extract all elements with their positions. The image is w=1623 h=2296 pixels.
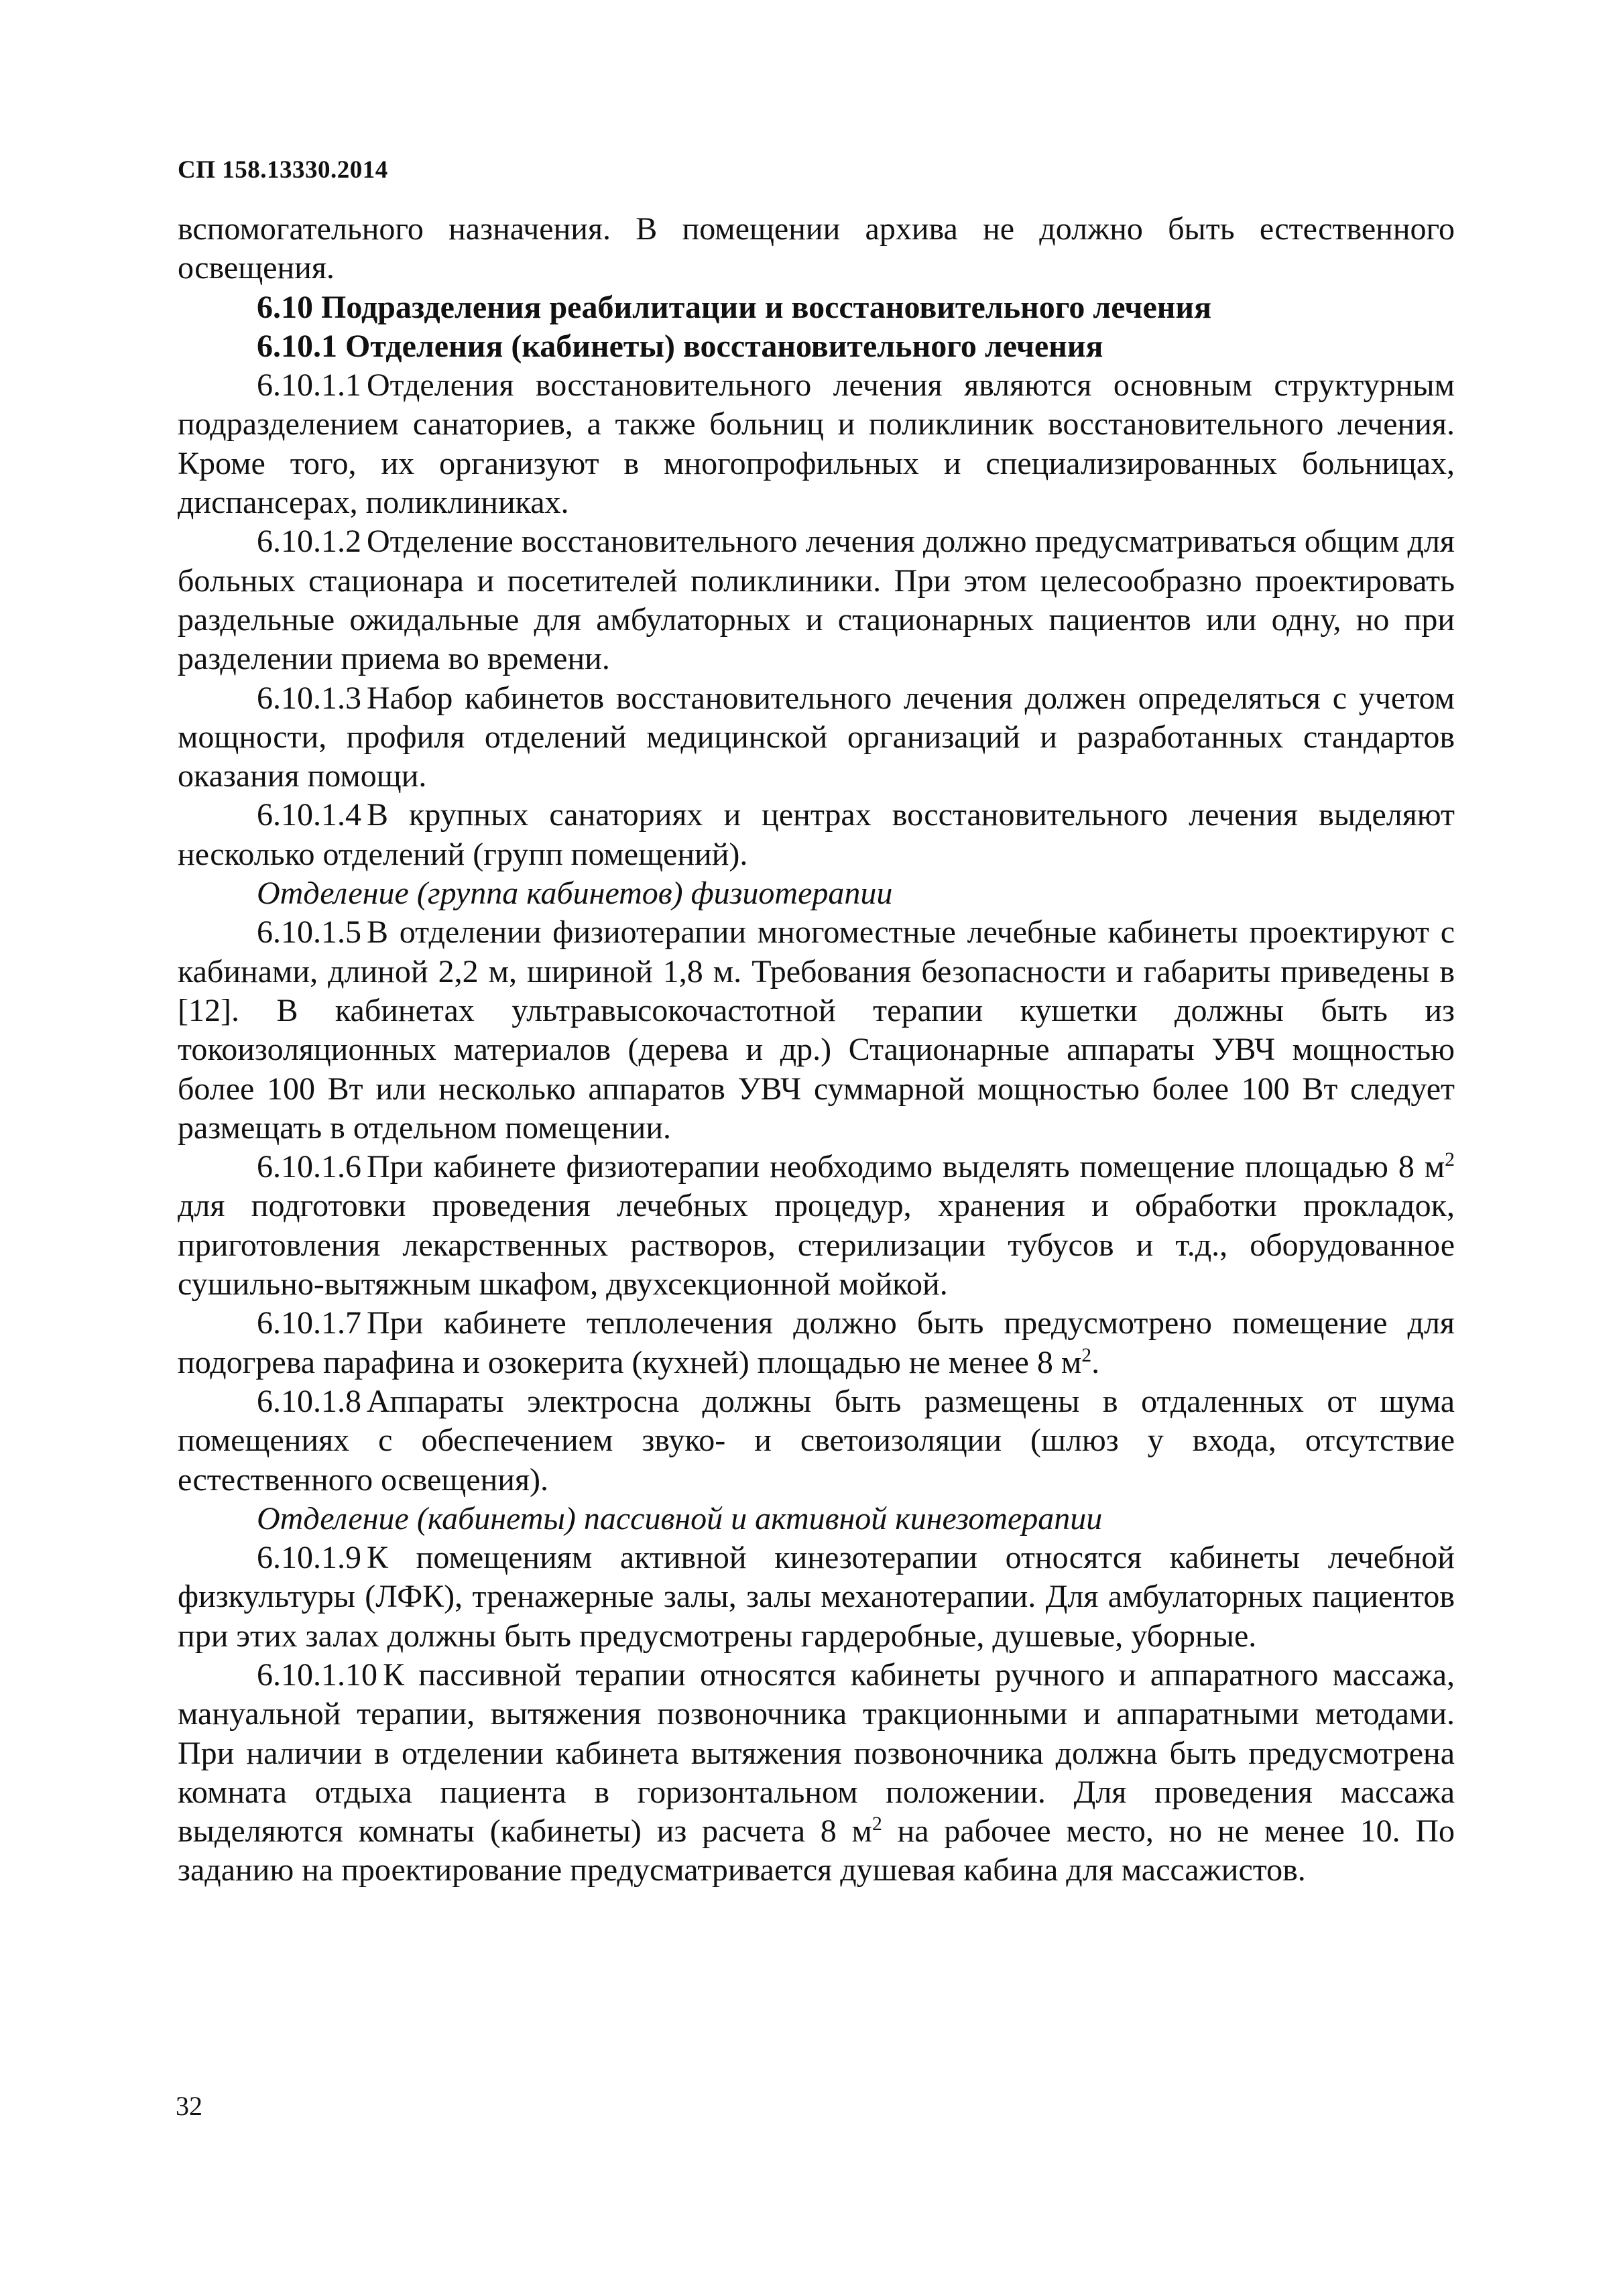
subsection-title-physiotherapy: Отделение (группа кабинетов) физиотерапии — [257, 875, 893, 912]
paragraph-number: 6.10.1.1 — [257, 367, 361, 404]
paragraph-6-10-1-4 — [178, 796, 1455, 874]
section-heading-6-10: 6.10 Подразделения реабилитации и восстановительного лечения — [257, 289, 1212, 325]
paragraph-number: 6.10.1.7 — [257, 1305, 361, 1341]
paragraph-number: 6.10.1.2 — [257, 524, 361, 560]
paragraph-6-10-1-7 — [178, 1304, 1455, 1382]
paragraph-6-10-1-6 — [178, 1148, 1455, 1304]
paragraph-text-cont: на рабочее место, но не менее 10. По заданию на проектирование предусматривается душевая кабина для массажистов. — [178, 1813, 1455, 1888]
paragraph-6-10-1-2 — [178, 522, 1455, 678]
paragraph-text: К помещениям активной кинезотерапии относятся кабинеты лечебной физкультуры (ЛФК), тренажерные залы, залы механотерапии. Для амбулаторных пациентов при этих залах должны быть предусмотрены гардеробные, душевые, уборные. — [178, 1540, 1455, 1654]
superscript: 2 — [871, 1813, 882, 1835]
paragraph-6-10-1-8 — [178, 1382, 1455, 1500]
paragraph-number: 6.10.1.3 — [257, 680, 361, 716]
paragraph-number: 6.10.1.5 — [257, 914, 361, 951]
paragraph-number: 6.10.1.4 — [257, 797, 361, 833]
paragraph-number: 6.10.1.10 — [257, 1656, 377, 1693]
page-number: 32 — [176, 2091, 202, 2121]
paragraph-6-10-1-5 — [178, 913, 1455, 1148]
paragraph-text-cont: . — [1091, 1344, 1100, 1380]
paragraph-number: 6.10.1.8 — [257, 1383, 361, 1419]
paragraph-6-10-1-3 — [178, 679, 1455, 796]
superscript: 2 — [1445, 1148, 1455, 1171]
body-text — [178, 210, 1455, 1890]
paragraph-6-10-1-10 — [178, 1656, 1455, 1890]
paragraph-number: 6.10.1.6 — [257, 1149, 361, 1185]
subsection-title-kinesiotherapy: Отделение (кабинеты) пассивной и активной кинезотерапии — [257, 1500, 1103, 1536]
continuation-paragraph: вспомогательного назначения. В помещении архива не должно быть естественного освещения. — [178, 211, 1455, 286]
paragraph-text: При кабинете физиотерапии необходимо выделять помещение площадью 8 м — [367, 1149, 1445, 1185]
paragraph-text: В отделении физиотерапии многоместные лечебные кабинеты проектируют с кабинами, длиной 2,2 м, шириной 1,8 м. Требования безопасности и габариты приведены в [12]. В кабинетах ультравысокочастотной терапии кушетки должны быть из токоизоляционных материалов (дерева и др.) Стационарные аппараты УВЧ мощностью более 100 Вт или несколько аппаратов УВЧ суммарной мощностью более 100 Вт следует размещать в отдельном помещении. — [178, 914, 1455, 1146]
paragraph-text: В крупных санаториях и центрах восстановительного лечения выделяют несколько отделений (групп помещений). — [178, 797, 1455, 872]
paragraph-text: Отделения восстановительного лечения являются основным структурным подразделением санаториев, а также больниц и поликлиник восстановительного лечения. Кроме того, их организуют в многопрофильных и специализированных больницах, диспансерах, поликлиниках. — [178, 367, 1455, 521]
paragraph-6-10-1-9 — [178, 1538, 1455, 1656]
section-heading-6-10-1: 6.10.1 Отделения (кабинеты) восстановительного лечения — [257, 328, 1103, 364]
paragraph-number: 6.10.1.9 — [257, 1540, 361, 1576]
paragraph-text: Аппараты электросна должны быть размещены в отдаленных от шума помещениях с обеспечением звуко- и светоизоляции (шлюз у входа, отсутствие естественного освещения). — [178, 1383, 1455, 1498]
paragraph-text-cont: для подготовки проведения лечебных процедур, хранения и обработки прокладок, приготовления лекарственных растворов, стерилизации тубусов и т.д., оборудованное сушильно-вытяжным шкафом, двухсекционной мойкой. — [178, 1188, 1455, 1303]
document-code-header: СП 158.13330.2014 — [178, 156, 388, 184]
superscript: 2 — [1081, 1343, 1092, 1366]
paragraph-6-10-1-1 — [178, 366, 1455, 522]
paragraph-text: К пассивной терапии относятся кабинеты ручного и аппаратного массажа, мануальной терапии, вытяжения позвоночника тракционными и аппаратными методами. При наличии в отделении кабинета вытяжения позвоночника должна быть предусмотрена комната отдыха пациента в горизонтальном положении. Для проведения массажа выделяются комнаты (кабинеты) из расчета 8 м — [178, 1656, 1455, 1850]
paragraph-text: Отделение восстановительного лечения должно предусматриваться общим для больных стационара и посетителей поликлиники. При этом целесообразно проектировать раздельные ожидальные для амбулаторных и стационарных пациентов или одну, но при разделении приема во времени. — [178, 524, 1455, 677]
paragraph-text: Набор кабинетов восстановительного лечения должен определяться с учетом мощности, профиля отделений медицинской организаций и разработанных стандартов оказания помощи. — [178, 680, 1455, 794]
paragraph-text: При кабинете теплолечения должно быть предусмотрено помещение для подогрева парафина и озокерита (кухней) площадью не менее 8 м — [178, 1305, 1455, 1380]
